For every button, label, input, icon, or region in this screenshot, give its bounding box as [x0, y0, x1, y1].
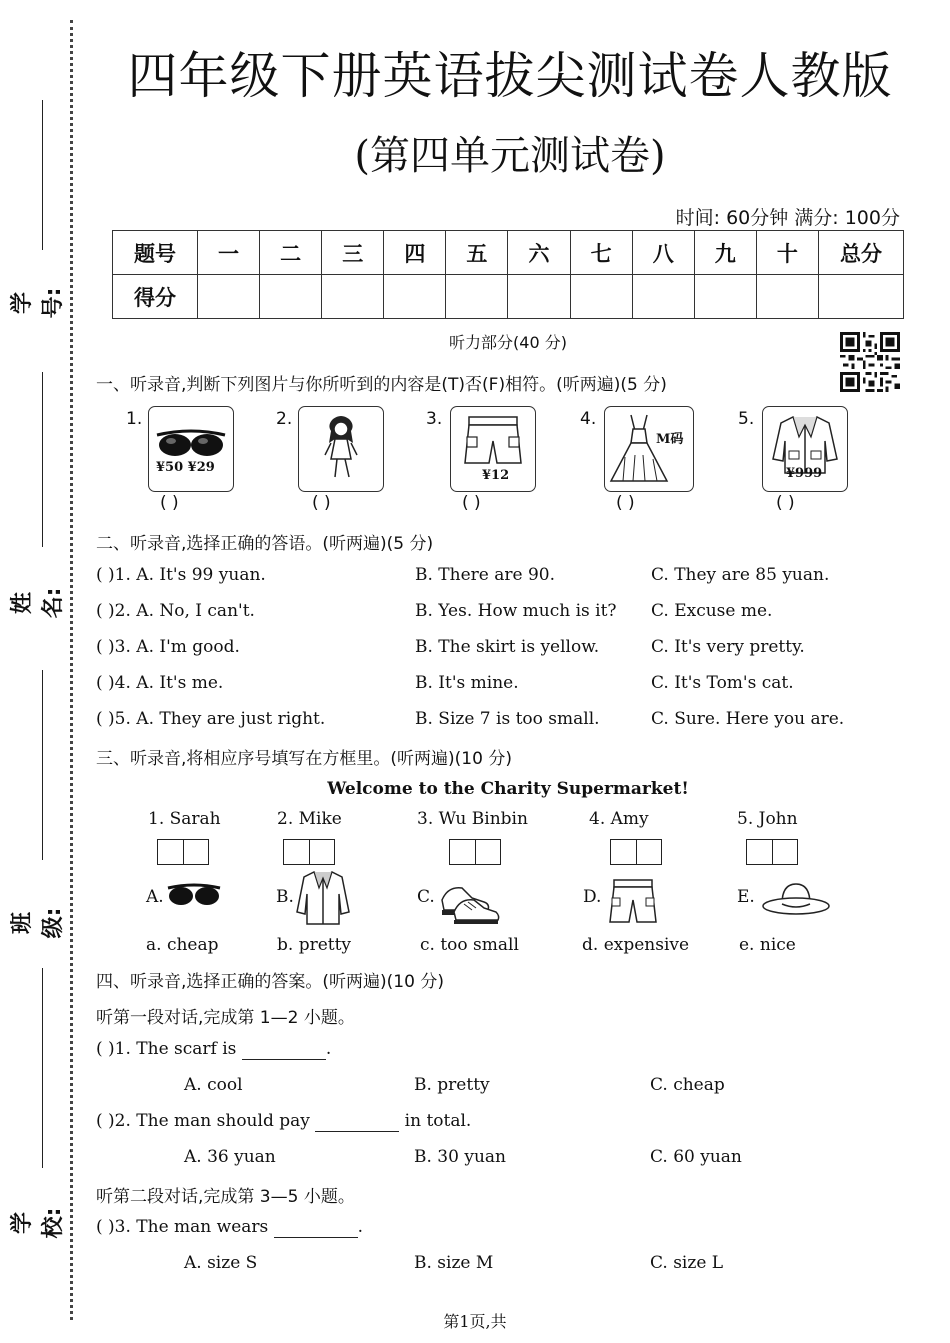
student-no-line[interactable] [42, 100, 43, 250]
score-cell[interactable] [570, 275, 632, 319]
table-cell: 五 [446, 231, 508, 275]
table-cell: 二 [260, 231, 322, 275]
question-end: . [357, 1217, 364, 1237]
question-stem: ( )5. A. They are just right. [96, 709, 326, 729]
item-number: 2. [276, 409, 293, 429]
sunglasses-icon [149, 407, 233, 491]
option-b: B. The skirt is yellow. [415, 637, 600, 657]
score-cell[interactable] [198, 275, 260, 319]
question-end: in total. [404, 1111, 472, 1131]
child-name: 1. Sarah [148, 809, 221, 829]
question-stem: ( )4. A. It's me. [96, 673, 224, 693]
table-cell: 八 [632, 231, 694, 275]
score-table [112, 230, 904, 319]
option-b: B. size M [414, 1253, 494, 1273]
answer-paren[interactable]: ( ) [776, 493, 795, 513]
picture-box [298, 406, 384, 492]
score-table-score-row [113, 275, 904, 319]
answer-paren[interactable]: ( ) [160, 493, 179, 513]
answer-paren[interactable]: ( ) [312, 493, 331, 513]
school-line[interactable] [42, 968, 43, 1168]
question-stem [96, 1217, 363, 1238]
option-c: C. 60 yuan [650, 1147, 742, 1167]
item-label: B. [276, 887, 294, 907]
answer-box[interactable] [746, 839, 798, 865]
table-cell: 十 [756, 231, 818, 275]
sunglasses-icon [166, 876, 222, 916]
name-label: 姓名: [10, 587, 66, 619]
price-caption: ¥50 ¥29 [156, 460, 215, 475]
table-cell: 一 [198, 231, 260, 275]
score-table-header-row [113, 231, 904, 275]
adjective-label: d. expensive [582, 935, 690, 955]
question-text: ( )3. The man wears [96, 1217, 269, 1237]
score-cell[interactable] [260, 275, 322, 319]
child-name: 2. Mike [277, 809, 342, 829]
option-a: A. cool [184, 1075, 243, 1095]
option-a: A. 36 yuan [184, 1147, 276, 1167]
hat-icon [760, 878, 830, 920]
answer-box[interactable] [283, 839, 335, 865]
item-number: 1. [126, 409, 143, 429]
table-cell: 得分 [113, 275, 198, 319]
dialog1-instruction: 听第一段对话,完成第 1—2 小题。 [96, 1008, 355, 1028]
option-c: C. Sure. Here you are. [651, 709, 845, 729]
school-label: 学校: [10, 1207, 66, 1239]
score-cell[interactable] [756, 275, 818, 319]
adjective-label: a. cheap [146, 935, 219, 955]
answer-box[interactable] [157, 839, 209, 865]
shorts-icon [606, 876, 660, 928]
class-line[interactable] [42, 670, 43, 860]
section3-title: 三、听录音,将相应序号填写在方框里。(听两遍)(10 分) [96, 749, 512, 769]
answer-paren[interactable]: ( ) [462, 493, 481, 513]
option-c: C. Excuse me. [651, 601, 773, 621]
picture-box [604, 406, 694, 492]
item-label: D. [583, 887, 602, 907]
score-cell[interactable] [384, 275, 446, 319]
jacket-icon [294, 868, 352, 930]
table-cell: 总分 [819, 231, 904, 275]
option-b: B. It's mine. [415, 673, 519, 693]
option-a: A. size S [184, 1253, 258, 1273]
price-caption: ¥999 [786, 466, 823, 481]
dialog2-instruction: 听第二段对话,完成第 3—5 小题。 [96, 1187, 355, 1207]
sneakers-icon [438, 876, 502, 926]
section2-title: 二、听录音,选择正确的答语。(听两遍)(5 分) [96, 534, 434, 554]
option-c: C. It's very pretty. [651, 637, 805, 657]
picture-box [148, 406, 234, 492]
adjective-label: e. nice [739, 935, 796, 955]
girl-icon [299, 407, 383, 491]
qr-code-icon [840, 332, 900, 392]
answer-paren[interactable]: ( ) [616, 493, 635, 513]
page-subtitle: (第四单元测试卷) [354, 133, 666, 179]
option-c: C. size L [650, 1253, 724, 1273]
section1-title: 一、听录音,判断下列图片与你所听到的内容是(T)否(F)相符。(听两遍)(5 分) [96, 375, 667, 395]
child-name: 4. Amy [589, 809, 649, 829]
price-caption: ¥12 [482, 468, 510, 483]
section4-title: 四、听录音,选择正确的答案。(听两遍)(10 分) [96, 972, 444, 992]
item-number: 3. [426, 409, 443, 429]
option-b: B. 30 yuan [414, 1147, 506, 1167]
question-stem: ( )1. A. It's 99 yuan. [96, 565, 266, 585]
question-stem: ( )3. A. I'm good. [96, 637, 240, 657]
table-cell: 七 [570, 231, 632, 275]
child-name: 3. Wu Binbin [417, 809, 528, 829]
table-cell: 九 [694, 231, 756, 275]
listening-part-title: 听力部分(40 分) [449, 333, 567, 352]
table-cell: 题号 [113, 231, 198, 275]
option-c: C. They are 85 yuan. [651, 565, 830, 585]
option-c: C. It's Tom's cat. [651, 673, 794, 693]
dress-icon [605, 407, 693, 491]
score-cell[interactable] [819, 275, 904, 319]
binding-dashed-line [70, 20, 73, 1320]
table-cell: 三 [322, 231, 384, 275]
student-no-label: 学号: [10, 287, 66, 319]
score-cell[interactable] [446, 275, 508, 319]
child-name: 5. John [737, 809, 798, 829]
score-cell[interactable] [508, 275, 570, 319]
option-b: B. Size 7 is too small. [415, 709, 600, 729]
item-label: C. [417, 887, 435, 907]
question-stem: ( )2. A. No, I can't. [96, 601, 255, 621]
adjective-label: b. pretty [277, 935, 352, 955]
score-cell[interactable] [694, 275, 756, 319]
item-label: A. [146, 887, 164, 907]
item-number: 5. [738, 409, 755, 429]
answer-blank[interactable] [315, 1111, 399, 1132]
time-info: 时间: 60分钟 满分: 100分 [675, 207, 900, 229]
table-cell: 四 [384, 231, 446, 275]
answer-box[interactable] [449, 839, 501, 865]
size-caption: M码 [656, 432, 684, 447]
option-c: C. cheap [650, 1075, 725, 1095]
option-b: B. There are 90. [415, 565, 556, 585]
question-text: ( )1. The scarf is [96, 1039, 237, 1059]
answer-box[interactable] [610, 839, 662, 865]
answer-blank[interactable] [242, 1039, 326, 1060]
item-number: 4. [580, 409, 597, 429]
score-cell[interactable] [632, 275, 694, 319]
option-b: B. pretty [414, 1075, 490, 1095]
class-label: 班级: [10, 907, 66, 939]
option-b: B. Yes. How much is it? [415, 601, 617, 621]
page-title: 四年级下册英语拔尖测试卷人教版 [127, 47, 893, 105]
question-end: . [325, 1039, 332, 1059]
question-stem [96, 1039, 331, 1060]
score-cell[interactable] [322, 275, 384, 319]
table-cell: 六 [508, 231, 570, 275]
name-line[interactable] [42, 372, 43, 547]
adjective-label: c. too small [420, 935, 519, 955]
item-label: E. [737, 887, 755, 907]
charity-banner: Welcome to the Charity Supermarket! [327, 779, 689, 799]
page-footer: 第1页,共 [443, 1312, 507, 1331]
answer-blank[interactable] [274, 1217, 358, 1238]
question-text: ( )2. The man should pay [96, 1111, 310, 1131]
question-stem [96, 1111, 471, 1132]
